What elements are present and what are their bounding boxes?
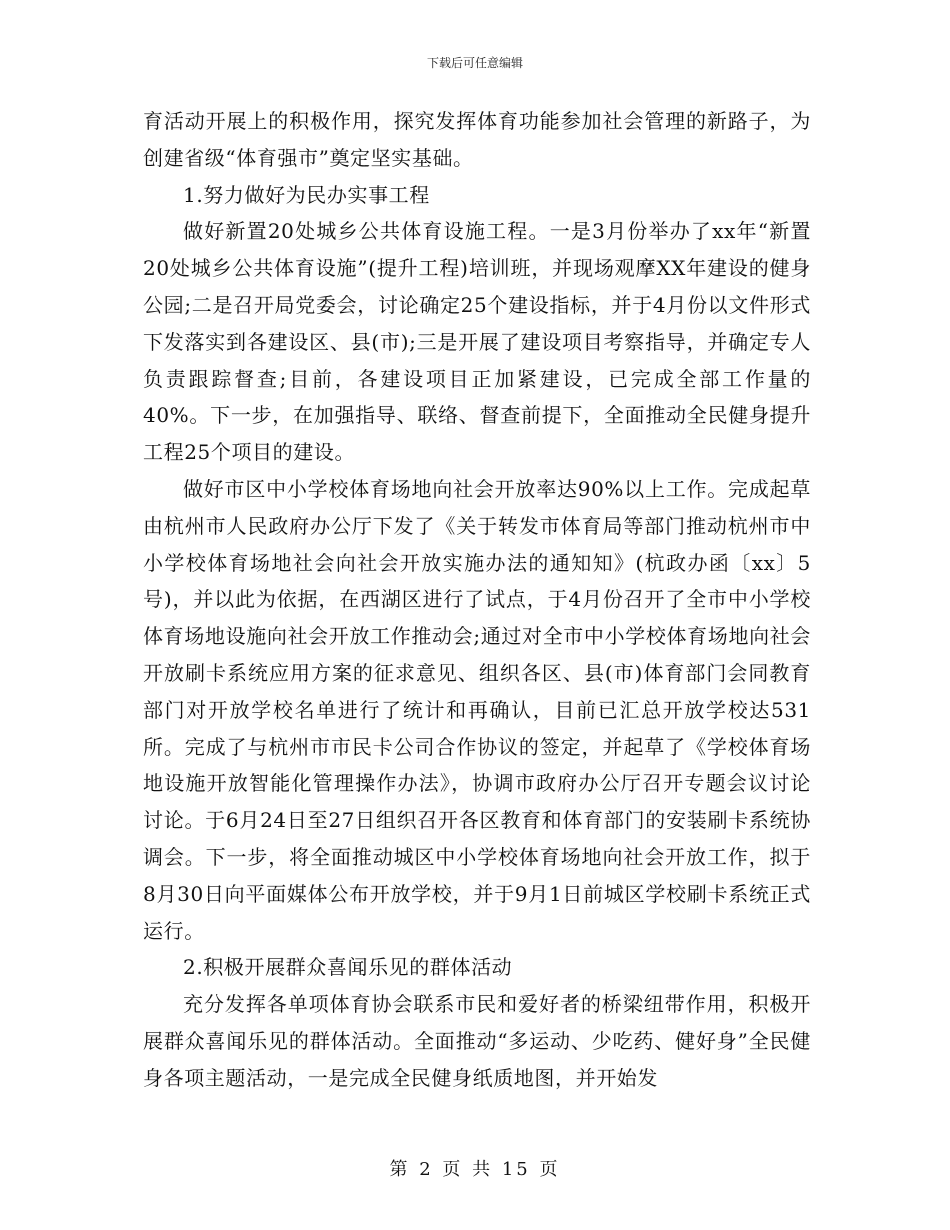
paragraph-facilities: 做好新置20处城乡公共体育设施工程。一是3月份举办了xx年“新置20处城乡公共体育设施”(提升工程)培训班，并现场观摩XX年建设的健身公园;二是召开局党委会，讨论确定25个建设指标，并于4月份以文件形式下发落实到各建设区、县(市);三是开展了建设项目考察指导，并确定专人负责跟踪督查;目前，各建设项目正加紧建设，已完成全部工作量的40%。下一步，在加强指导、联络、督查前提下，全面推动全民健身提升工程25个项目的建设。	[143, 219, 811, 465]
document-body	[143, 103, 811, 1097]
paragraph-continuation: 育活动开展上的积极作用，探究发挥体育功能参加社会管理的新路子，为创建省级“体育强市”奠定坚实基础。	[143, 109, 811, 170]
section-heading-2: 2.积极开展群众喜闻乐见的群体活动	[183, 955, 513, 980]
paragraph-mass-activities: 充分发挥各单项体育协会联系市民和爱好者的桥梁纽带作用，积极开展群众喜闻乐见的群体活动。全面推动“多运动、少吃药、健好身”全民健身各项主题活动，一是完成全民健身纸质地图，并开始发	[143, 992, 811, 1090]
paragraph-school-venues: 做好市区中小学校体育场地向社会开放率达90%以上工作。完成起草由杭州市人民政府办公厅下发了《关于转发市体育局等部门推动杭州市中小学校体育场地社会向社会开放实施办法的通知知》(杭政办函〔xx〕5号)，并以此为依据，在西湖区进行了试点，于4月份召开了全市中小学校体育场地设施向社会开放工作推动会;通过对全市中小学校体育场地向社会开放刷卡系统应用方案的征求意见、组织各区、县(市)体育部门会同教育部门对开放学校名单进行了统计和再确认，目前已汇总开放学校达531所。完成了与杭州市市民卡公司合作协议的签定，并起草了《学校体育场地设施开放智能化管理操作办法》，协调市政府办公厅召开专题会议讨论讨论。于6月24日至27日组织召开各区教育和体育部门的安装刷卡系统协调会。下一步，将全面推动城区中小学校体育场地向社会开放工作，拟于8月30日向平面媒体公布开放学校，并于9月1日前城区学校刷卡系统正式运行。	[143, 476, 811, 943]
section-heading-1: 1.努力做好为民办实事工程	[183, 182, 430, 207]
page-footer: 第 2 页 共 15 页	[389, 1159, 561, 1180]
header-note: 下载后可任意编辑	[426, 56, 523, 70]
